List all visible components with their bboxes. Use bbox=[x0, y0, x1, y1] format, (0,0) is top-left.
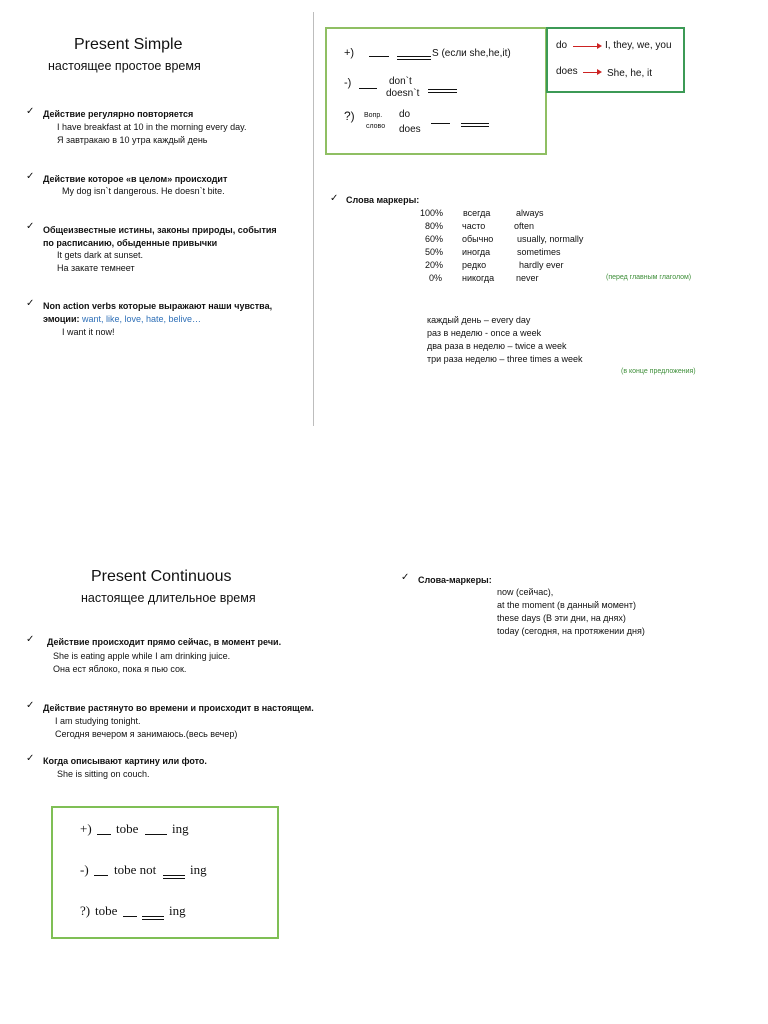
freq-ru: редко bbox=[462, 260, 487, 270]
plus-sign: +) bbox=[344, 47, 355, 59]
check-mark-icon: ✓ bbox=[26, 171, 35, 182]
do-does-box bbox=[546, 27, 685, 93]
blank-line bbox=[461, 126, 489, 127]
blank-line bbox=[461, 123, 489, 124]
time-phrase: раз в неделю - once a week bbox=[427, 328, 542, 338]
doesnt-word: doesn`t bbox=[386, 88, 420, 99]
check-mark-icon: ✓ bbox=[26, 221, 35, 232]
question-word-label: Вопр. bbox=[364, 112, 383, 119]
question-word-label: слово bbox=[366, 123, 386, 130]
ps-item-example: I have breakfast at 10 in the morning every day. bbox=[57, 122, 247, 132]
freq-pct: 100% bbox=[420, 208, 444, 218]
tobe-not-word: tobe not bbox=[114, 862, 157, 877]
ing-suffix: ing bbox=[172, 821, 189, 836]
blank-line bbox=[397, 56, 431, 57]
emotions-label: эмоции: bbox=[43, 314, 80, 324]
check-mark-icon: ✓ bbox=[26, 700, 35, 711]
pc-item-example: She is eating apple while I am drinking juice. bbox=[53, 651, 231, 661]
freq-pct: 20% bbox=[425, 260, 444, 270]
blank-line bbox=[142, 916, 164, 917]
does-label: does bbox=[556, 66, 578, 77]
time-phrase: каждый день – every day bbox=[427, 315, 531, 325]
pc-item-example: I am studying tonight. bbox=[55, 716, 141, 726]
check-mark-icon: ✓ bbox=[26, 298, 35, 309]
question-sign: ?) bbox=[344, 109, 355, 123]
blank-line bbox=[369, 56, 389, 57]
pc-subtitle: настоящее длительное время bbox=[81, 591, 256, 605]
dont-word: don`t bbox=[389, 76, 412, 87]
freq-pct: 80% bbox=[425, 221, 444, 231]
does-word: does bbox=[399, 124, 421, 135]
freq-ru: никогда bbox=[462, 273, 495, 283]
ing-suffix: ing bbox=[169, 903, 186, 918]
ps-item-heading: Действие регулярно повторяется bbox=[43, 109, 194, 119]
ps-title: Present Simple bbox=[74, 36, 183, 53]
pc-title: Present Continuous bbox=[91, 568, 232, 585]
blank-line bbox=[359, 88, 377, 89]
time-phrase: два раза в неделю – twice a week bbox=[427, 341, 567, 351]
blank-line bbox=[428, 92, 457, 93]
pc-item-translation: Она ест яблоко, пока я пью сок. bbox=[53, 664, 187, 674]
blank-line bbox=[142, 919, 164, 920]
check-mark-icon: ✓ bbox=[26, 753, 35, 764]
ps-item-example: It gets dark at sunset. bbox=[57, 250, 144, 260]
freq-en: usually, normally bbox=[517, 234, 584, 244]
tobe-word: tobe bbox=[95, 903, 118, 918]
pc-item-heading: Когда описывают картину или фото. bbox=[43, 756, 207, 766]
freq-en: never bbox=[516, 273, 539, 283]
freq-en: always bbox=[516, 208, 544, 218]
blank-line bbox=[145, 834, 167, 835]
ps-item-heading: Действие которое «в целом» происходит bbox=[43, 174, 228, 184]
freq-ru: часто bbox=[462, 221, 486, 231]
ps-item-example: I want it now! bbox=[62, 327, 115, 337]
ps-item-example: My dog isn`t dangerous. He doesn`t bite. bbox=[62, 186, 225, 196]
verb-position-note: (перед главным глаголом) bbox=[606, 274, 692, 281]
freq-ru: обычно bbox=[462, 234, 494, 244]
minus-sign: -) bbox=[80, 862, 89, 877]
blank-line bbox=[428, 89, 457, 90]
ps-item-heading: Общеизвестные истины, законы природы, события bbox=[43, 225, 277, 235]
freq-en: sometimes bbox=[517, 247, 561, 257]
does-subjects: She, he, it bbox=[607, 68, 653, 79]
arrow-right-icon bbox=[573, 46, 600, 47]
blank-line bbox=[397, 59, 431, 60]
s-note: S (если she,he,it) bbox=[432, 48, 511, 59]
freq-ru: иногда bbox=[462, 247, 491, 257]
pc-item-heading: Действие растянуто во времени и происходит в настоящем. bbox=[43, 703, 314, 713]
sentence-end-note: (в конце предложения) bbox=[621, 368, 696, 375]
pc-marker-line: these days (В эти дни, на днях) bbox=[497, 613, 626, 623]
check-mark-icon: ✓ bbox=[401, 572, 410, 583]
freq-ru: всегда bbox=[463, 208, 491, 218]
ps-item-translation: Я завтракаю в 10 утра каждый день bbox=[57, 135, 208, 145]
pc-marker-line: today (сегодня, на протяжении дня) bbox=[497, 626, 645, 636]
do-subjects: I, they, we, you bbox=[605, 40, 672, 51]
freq-en: often bbox=[514, 221, 535, 231]
emotion-verbs: want, like, love, hate, belive… bbox=[82, 314, 202, 324]
do-label: do bbox=[556, 40, 568, 51]
ps-formula-box bbox=[325, 27, 547, 155]
blank-line bbox=[163, 878, 185, 879]
vertical-divider bbox=[313, 12, 314, 426]
markers-heading: Слова маркеры: bbox=[346, 195, 420, 205]
do-word: do bbox=[399, 109, 411, 120]
pc-markers-heading: Слова-маркеры: bbox=[418, 575, 492, 585]
blank-line bbox=[431, 123, 450, 124]
pc-marker-line: at the moment (в данный момент) bbox=[497, 600, 636, 610]
freq-pct: 0% bbox=[429, 273, 443, 283]
ps-item-translation: На закате темнеет bbox=[57, 263, 135, 273]
check-mark-icon: ✓ bbox=[26, 634, 35, 645]
ps-item-heading: Non action verbs которые выражают наши чувства, bbox=[43, 301, 273, 311]
blank-line bbox=[97, 834, 111, 835]
check-mark-icon: ✓ bbox=[330, 193, 339, 204]
tobe-word: tobe bbox=[116, 821, 139, 836]
arrow-right-icon bbox=[583, 72, 600, 73]
freq-pct: 50% bbox=[425, 247, 444, 257]
ps-item-heading-cont bbox=[43, 314, 201, 324]
pc-item-heading: Действие происходит прямо сейчас, в момент речи. bbox=[47, 637, 282, 647]
check-mark-icon: ✓ bbox=[26, 106, 35, 117]
ps-item-heading-cont: по расписанию, обыденные привычки bbox=[43, 238, 218, 248]
ing-suffix: ing bbox=[190, 862, 207, 877]
blank-line bbox=[94, 875, 108, 876]
plus-sign: +) bbox=[80, 821, 92, 836]
blank-line bbox=[163, 875, 185, 876]
time-phrase: три раза неделю – three times a week bbox=[427, 354, 583, 364]
pc-item-translation: Сегодня вечером я занимаюсь.(весь вечер) bbox=[55, 729, 238, 739]
minus-sign: -) bbox=[344, 77, 352, 89]
freq-pct: 60% bbox=[425, 234, 444, 244]
pc-marker-line: now (сейчас), bbox=[497, 587, 554, 597]
pc-item-example: She is sitting on couch. bbox=[57, 769, 150, 779]
freq-en: hardly ever bbox=[519, 260, 564, 270]
blank-line bbox=[123, 916, 137, 917]
question-sign: ?) bbox=[80, 903, 91, 918]
ps-subtitle: настоящее простое время bbox=[48, 59, 201, 73]
